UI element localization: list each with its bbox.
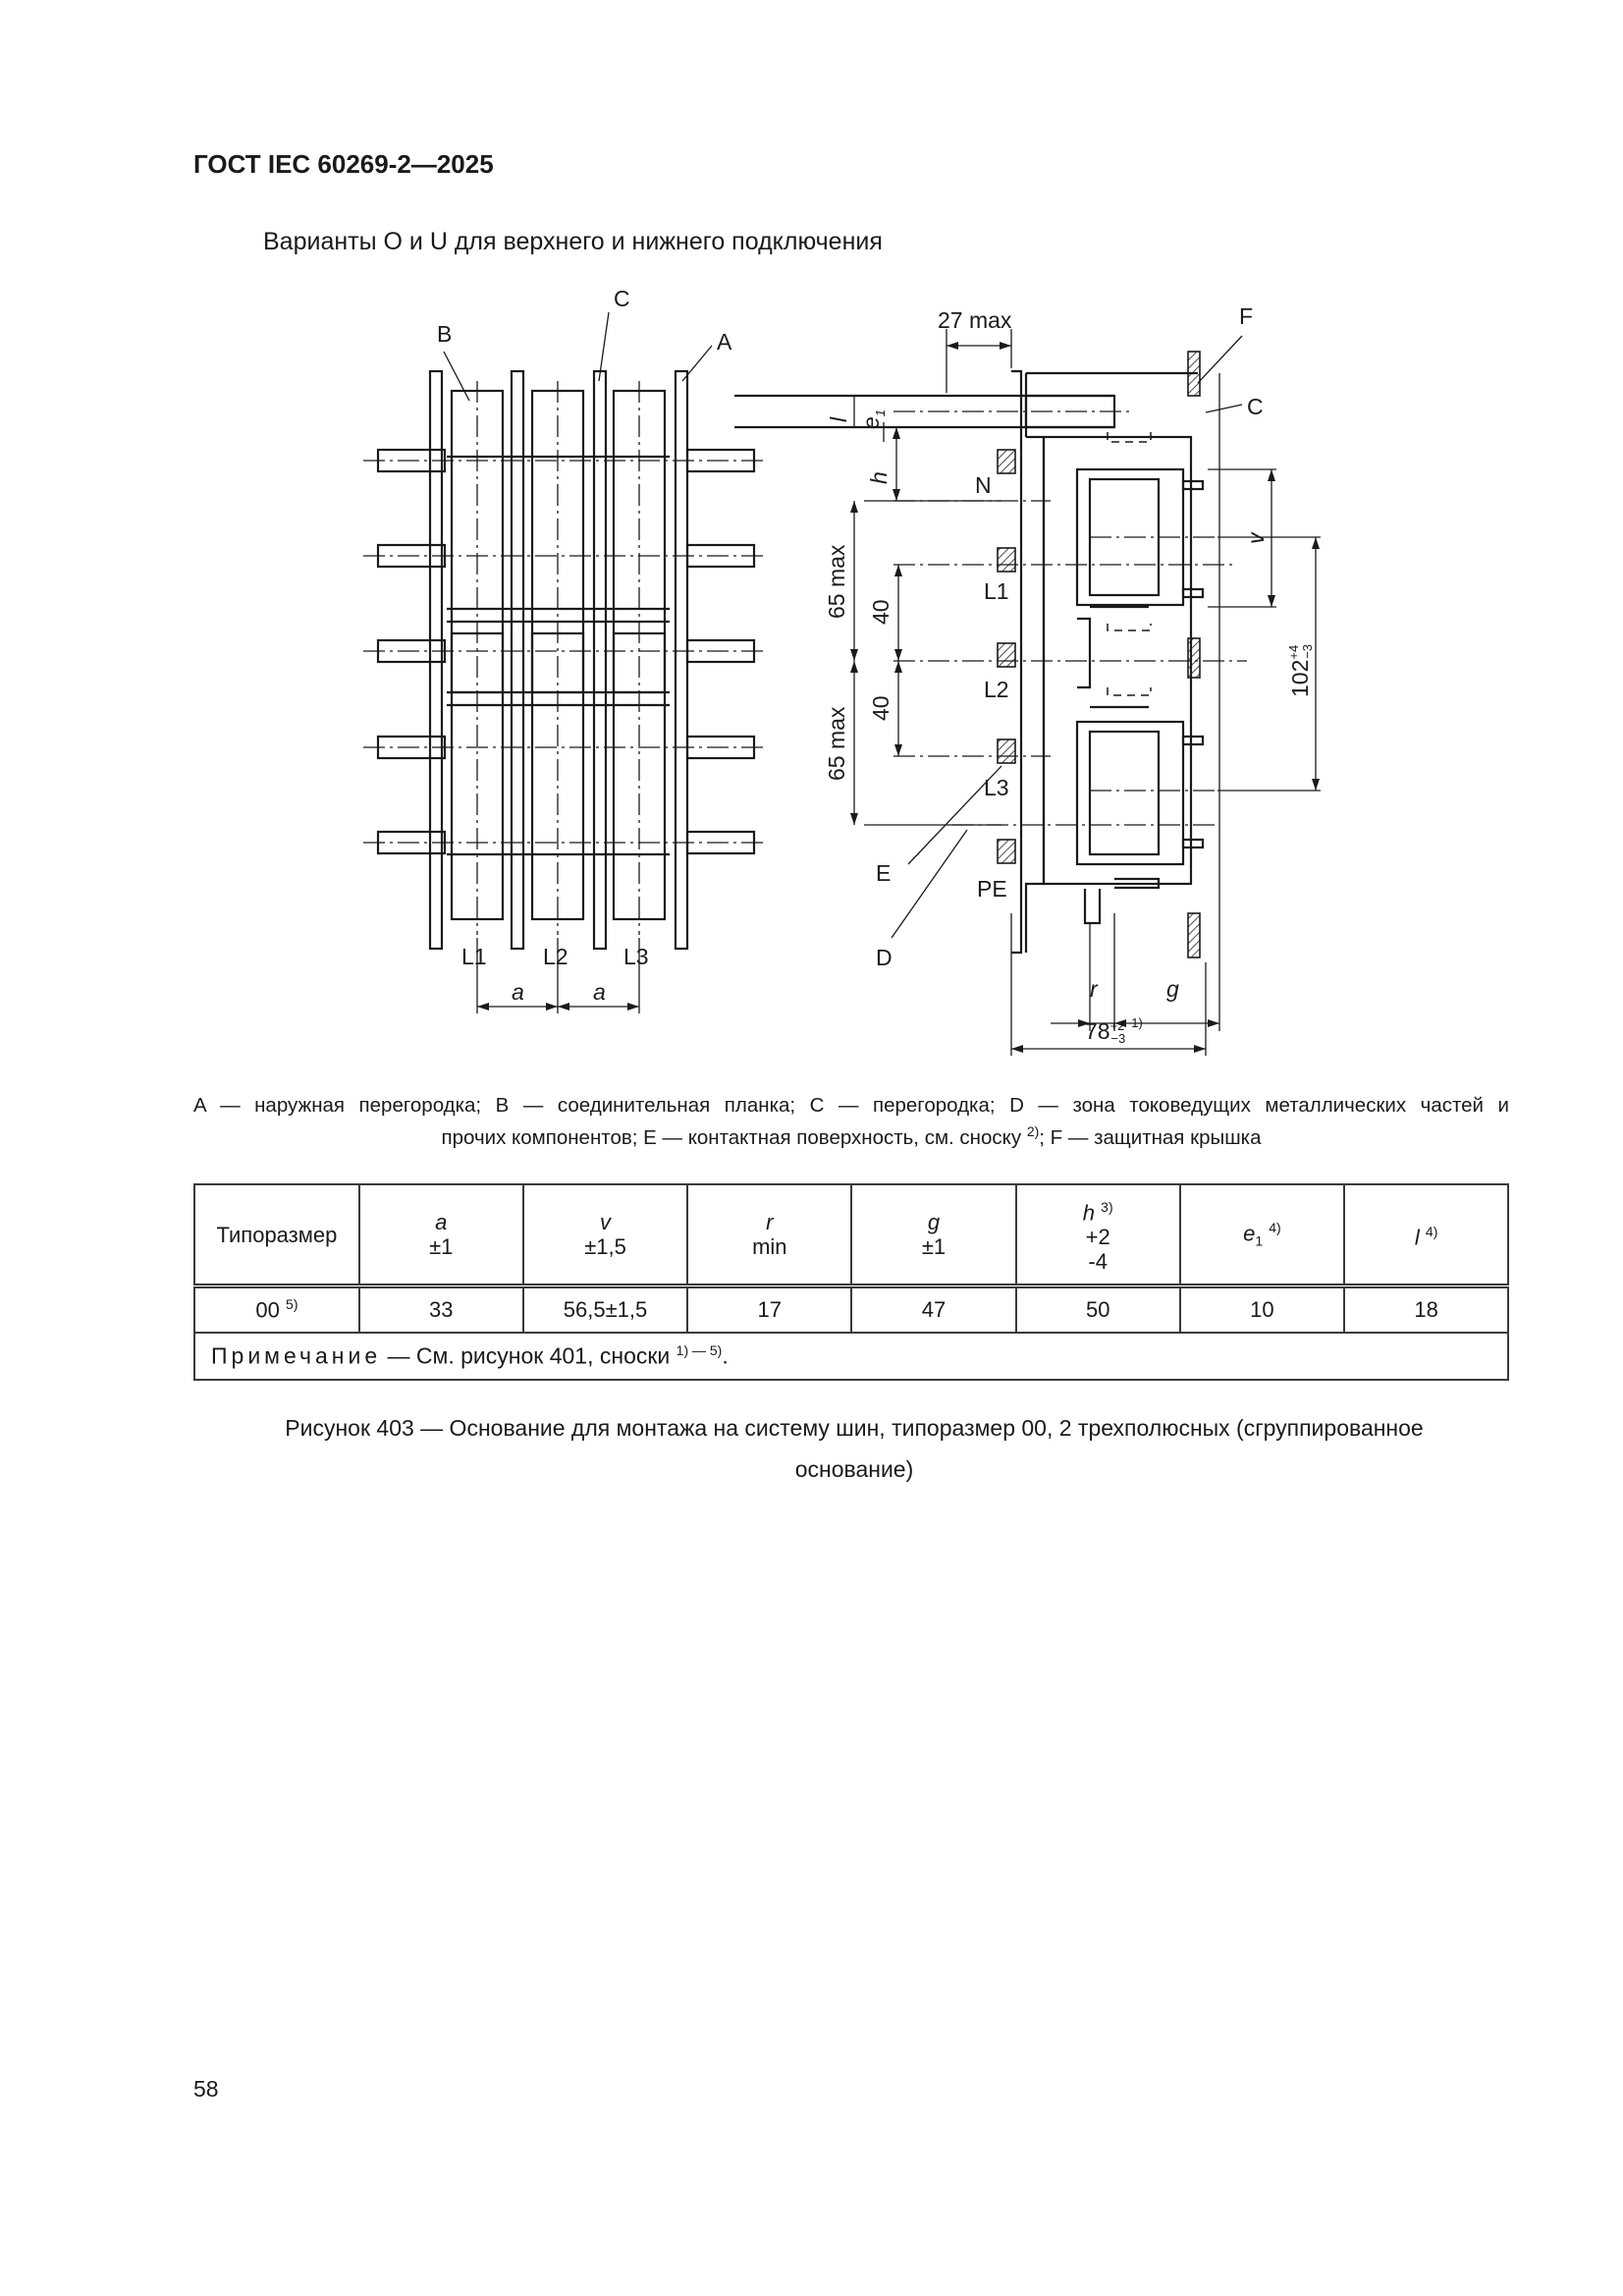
left-view <box>363 286 766 1013</box>
technical-drawing <box>363 285 1345 1070</box>
table-note-row <box>194 1333 1508 1380</box>
header-g: g ±1 <box>851 1184 1016 1286</box>
inner-partition-1 <box>512 371 523 949</box>
terminal-l2-contact <box>998 643 1015 667</box>
terminal-n-contact <box>998 450 1015 473</box>
busbars <box>363 450 766 853</box>
header-v: v ±1,5 <box>523 1184 688 1286</box>
terminal-label-pe: PE <box>977 876 1007 902</box>
cell-g: 47 <box>851 1286 1016 1334</box>
page-number: 58 <box>193 2076 219 2102</box>
terminal-pe-contact <box>998 840 1015 863</box>
terminal-l1-contact <box>998 548 1015 572</box>
dim-65-max-bottom: 65 max <box>824 706 849 781</box>
callout-f: F <box>1239 303 1254 329</box>
cover-hatch-bottom <box>1188 913 1200 957</box>
dim-78: $78^{+2} -3^{1)}$ <box>1085 1015 1143 1046</box>
dim-a-right: a <box>593 979 606 1005</box>
dim-r: r <box>1090 976 1098 1002</box>
cell-r: 17 <box>687 1286 851 1334</box>
dim-102: $102^{+4}-3$ <box>1286 643 1315 697</box>
legend-line-1: A — наружная перегородка; B — соединительная планка; C — перегородка; D — зона токоведущих металлических частей и <box>193 1094 1509 1117</box>
callout-a: A <box>717 329 732 355</box>
dim-h: h <box>866 471 892 484</box>
legend-line-2: прочих компонентов; E — контактная поверхность, см. сноску $^{2)}$; F — защитная крышка <box>441 1123 1262 1149</box>
drawing-svg <box>363 285 1345 1070</box>
dim-27-max: 27 max <box>938 307 1012 333</box>
cell-v: 56,5±1,5 <box>523 1286 688 1334</box>
right-view <box>734 303 1321 1056</box>
cell-size: 00 $^{5)}$ <box>194 1286 359 1334</box>
document-header: ГОСТ IEC 60269-2—2025 <box>193 149 494 179</box>
terminal-label-l2: L2 <box>984 677 1009 702</box>
terminal-label-l1: L1 <box>984 578 1009 604</box>
table-header-row <box>194 1184 1508 1286</box>
header-e1: $e_1$ $^{4)}$ <box>1180 1184 1345 1286</box>
header-size: Типоразмер <box>194 1184 359 1286</box>
dim-a-left: a <box>512 979 524 1005</box>
phase-label-l3: L3 <box>623 944 649 969</box>
figure-caption: Рисунок 403 — Основание для монтажа на систему шин, типоразмер 00, 2 трехполюсных (сгруппированное основание) <box>285 1415 1424 1482</box>
table-row <box>194 1286 1508 1334</box>
phase-label-l2: L2 <box>543 944 568 969</box>
table-note: Примечание — См. рисунок 401, сноски $^{1) — 5)}$. <box>194 1333 1508 1380</box>
dim-v: v <box>1243 532 1269 544</box>
cell-l: 18 <box>1344 1286 1508 1334</box>
header-h: h $^{3)}$ +2 -4 <box>1016 1184 1180 1286</box>
terminal-l3-contact <box>998 739 1015 763</box>
cell-h: 50 <box>1016 1286 1180 1334</box>
callout-d: D <box>876 945 893 970</box>
figure-legend <box>193 1092 1509 1151</box>
inner-partition-2 <box>594 371 606 949</box>
dim-e1: $e_1$ <box>858 409 888 429</box>
dimensions-table <box>193 1183 1509 1381</box>
header-a: a ±1 <box>359 1184 523 1286</box>
phase-label-l1: L1 <box>461 944 487 969</box>
dim-40-top: 40 <box>868 599 893 625</box>
header-l: l $^{4)}$ <box>1344 1184 1508 1286</box>
outer-partition-right <box>676 371 687 949</box>
outer-partition-left <box>430 371 442 949</box>
callout-b: B <box>437 321 453 347</box>
callout-c-left: C <box>614 286 630 311</box>
callout-c-right: C <box>1247 394 1264 419</box>
dim-g: g <box>1166 976 1179 1002</box>
dim-40-bottom: 40 <box>868 695 893 721</box>
cell-e1: 10 <box>1180 1286 1345 1334</box>
callout-e: E <box>876 860 892 886</box>
dim-65-max-top: 65 max <box>824 544 849 619</box>
figure-subtitle: Варианты O и U для верхнего и нижнего подключения <box>263 228 883 255</box>
terminal-label-l3: L3 <box>984 775 1009 800</box>
terminal-label-n: N <box>975 472 992 498</box>
dim-l: l <box>826 416 851 422</box>
header-r: r min <box>687 1184 851 1286</box>
cell-a: 33 <box>359 1286 523 1334</box>
